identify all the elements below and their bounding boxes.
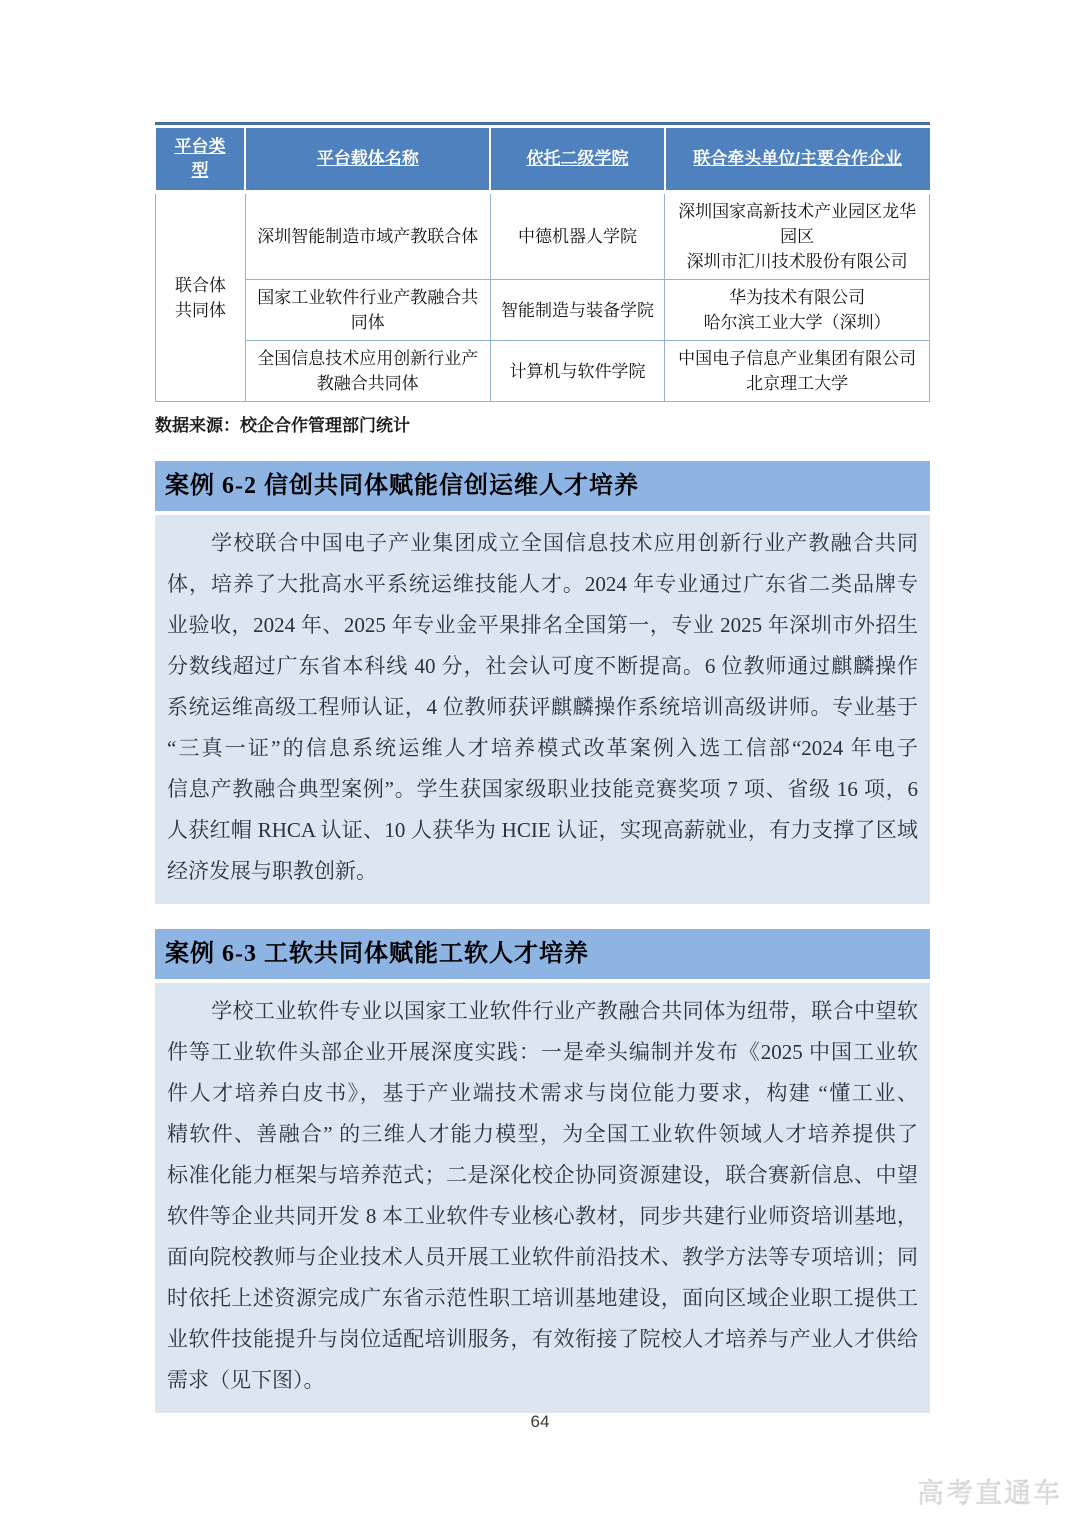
table-row xyxy=(156,280,930,341)
header-carrier-name: 平台载体名称 xyxy=(245,128,490,192)
partner-line: 深圳国家高新技术产业园区龙华园区 xyxy=(678,202,917,246)
paragraph-line: 系统运维高级工程师认证，4 位教师获评麒麟操作系统培训高级讲师。专业基于 xyxy=(167,695,918,719)
group-label-line1: 联合体 xyxy=(174,275,226,295)
page-number: 64 xyxy=(530,1412,550,1431)
paragraph-line: 信息产教融合典型案例”。学生获国家级职业技能竞赛奖项 7 项、省级 16 项，6 xyxy=(167,777,918,801)
paragraph-line: 人获红帽 RHCA 认证、10 人获华为 HCIE 认证，实现高薪就业，有力支撑了区域 xyxy=(167,818,918,842)
case-6-2-title: 案例 6-2 信创共同体赋能信创运维人才培养 xyxy=(155,461,930,511)
partner-line: 深圳市汇川技术股份有限公司 xyxy=(686,252,908,271)
case-6-3-title: 案例 6-3 工软共同体赋能工软人才培养 xyxy=(155,929,930,979)
paragraph-line: 软件等企业共同开发 8 本工业软件专业核心教材，同步共建行业师资培训基地， xyxy=(167,1204,918,1228)
paragraph-line: 学校联合中国电子产业集团成立全国信息技术应用创新行业产教融合共同 xyxy=(211,531,918,555)
partner-line: 中国电子信息产业集团有限公司 xyxy=(678,349,917,368)
group-label-line2: 共同体 xyxy=(174,300,226,320)
partner-line: 华为技术有限公司 xyxy=(729,288,866,307)
group-label-cell xyxy=(156,192,246,402)
partners-cell xyxy=(665,192,930,280)
partners-cell xyxy=(665,280,930,341)
watermark: 高考直通车 xyxy=(917,1479,1062,1509)
paragraph-line: 体，培养了大批高水平系统运维技能人才。2024 年专业通过广东省二类品牌专 xyxy=(167,572,918,596)
paragraph-line: 精软件、善融合” 的三维人才能力模型，为全国工业软件领域人才培养提供了 xyxy=(167,1122,918,1146)
paragraph-line: 业软件技能提升与岗位适配培训服务，有效衔接了院校人才培养与产业人才供给 xyxy=(167,1327,918,1351)
carrier-cell: 全国信息技术应用创新行业产教融合共同体 xyxy=(245,341,490,402)
page-content xyxy=(155,122,930,1416)
paragraph-line: “三真一证”的信息系统运维人才培养模式改革案例入选工信部“2024 年电子 xyxy=(167,736,918,760)
paragraph-line: 件等工业软件头部企业开展深度实践：一是牵头编制并发布《2025 中国工业软 xyxy=(167,1040,918,1064)
paragraph-line: 时依托上述资源完成广东省示范性职工培训基地建设，面向区域企业职工提供工 xyxy=(167,1286,918,1310)
carrier-cell: 国家工业软件行业产教融合共同体 xyxy=(245,280,490,341)
platform-table-header xyxy=(156,128,930,192)
source-note: 数据来源：校企合作管理部门统计 xyxy=(155,416,410,435)
header-partners: 联合牵头单位/主要合作企业 xyxy=(665,128,930,192)
paragraph-line: 标准化能力框架与培养范式；二是深化校企协同资源建设，联合赛新信息、中望 xyxy=(167,1163,918,1187)
paragraph-line: 面向院校教师与企业技术人员开展工业软件前沿技术、教学方法等专项培训；同 xyxy=(167,1245,918,1269)
carrier-cell: 深圳智能制造市域产教联合体 xyxy=(245,192,490,280)
partners-cell xyxy=(665,341,930,402)
college-cell: 中德机器人学院 xyxy=(490,192,665,280)
paragraph-line: 经济发展与职教创新。 xyxy=(167,859,377,883)
paragraph-line: 业验收，2024 年、2025 年专业金平果排名全国第一，专业 2025 年深圳市外招生 xyxy=(167,613,918,637)
platform-table xyxy=(155,128,930,402)
paragraph-line: 件人才培养白皮书》，基于产业端技术需求与岗位能力要求，构建 “懂工业、 xyxy=(167,1081,918,1105)
table-row xyxy=(156,192,930,280)
paragraph-line: 需求（见下图）。 xyxy=(167,1368,325,1392)
header-platform-type: 平台类型 xyxy=(156,128,246,192)
paragraph-line: 分数线超过广东省本科线 40 分，社会认可度不断提高。6 位教师通过麒麟操作 xyxy=(167,654,918,678)
case-6-2-body xyxy=(155,515,930,904)
partner-line: 北京理工大学 xyxy=(746,374,849,393)
case-6-3-body xyxy=(155,983,930,1413)
table-top-rule xyxy=(155,122,930,125)
paragraph-line: 学校工业软件专业以国家工业软件行业产教融合共同体为纽带，联合中望软 xyxy=(211,999,918,1023)
college-cell: 计算机与软件学院 xyxy=(490,341,665,402)
college-cell: 智能制造与装备学院 xyxy=(490,280,665,341)
table-row xyxy=(156,341,930,402)
header-college: 依托二级学院 xyxy=(490,128,665,192)
partner-line: 哈尔滨工业大学（深圳） xyxy=(703,313,891,332)
